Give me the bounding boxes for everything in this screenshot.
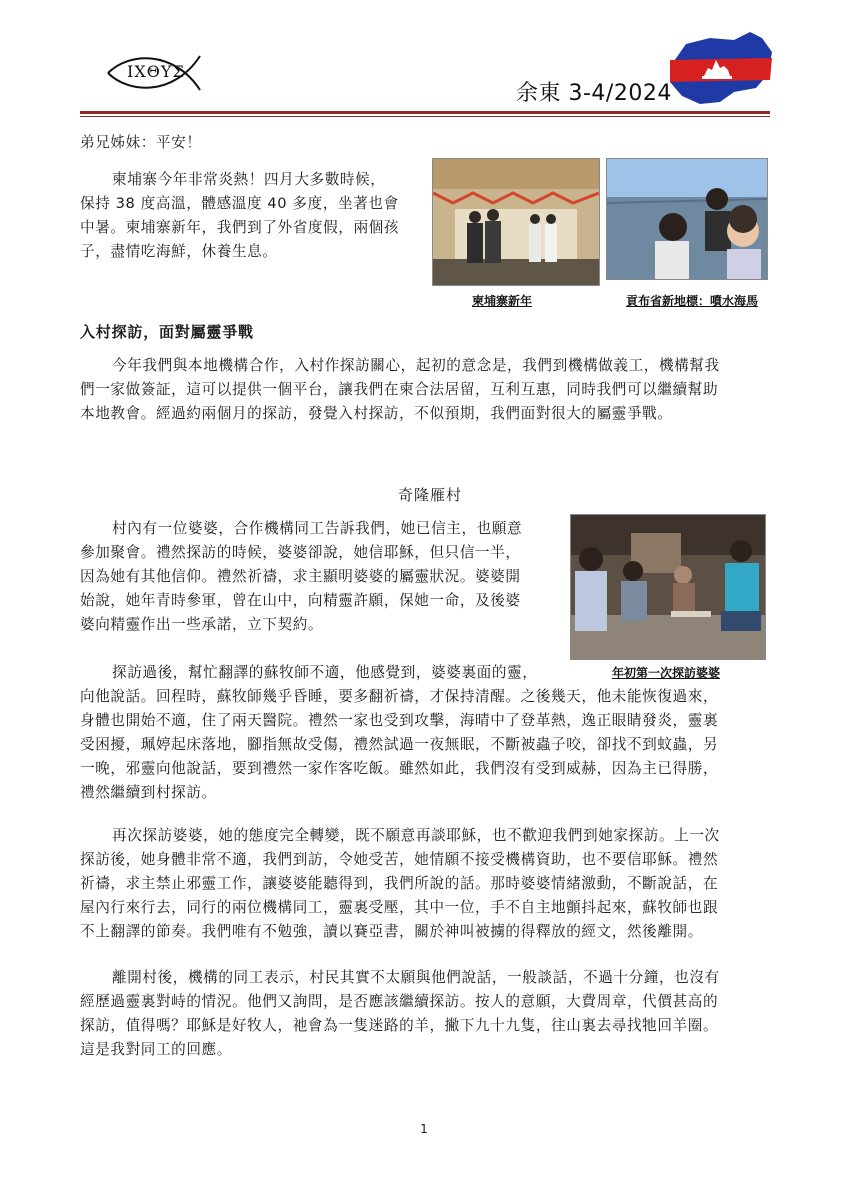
village-line: 一晚，邪靈向他說話，要到禮然一家作客吃飯。雖然如此，我們沒有受到威赫，因為主已得勝， bbox=[80, 760, 719, 777]
greeting: 弟兄姊妹：平安！ bbox=[80, 134, 202, 151]
village-paragraph-2 bbox=[80, 661, 770, 805]
visit-photo bbox=[570, 514, 766, 660]
village-line: 村內有一位婆婆，合作機構同工告訴我們，她已信主，也願意 bbox=[112, 520, 523, 537]
village-line: 再次探訪婆婆，她的態度完全轉變，既不願意再談耶穌，也不歡迎我們到她家探訪。上一次 bbox=[112, 827, 720, 844]
visit-photo-graphic bbox=[571, 515, 765, 659]
section1-paragraph bbox=[80, 354, 770, 426]
village-line: 祈禱，求主禁止邪靈工作，讓婆婆能聽得到，我們所說的話。那時婆婆情緒激動，不斷說話，在 bbox=[80, 875, 719, 892]
section-heading: 入村探訪，面對屬靈爭戰 bbox=[80, 323, 254, 341]
header-rule bbox=[80, 111, 770, 114]
new-year-photo-graphic bbox=[433, 159, 599, 285]
village-paragraph-3 bbox=[80, 824, 770, 944]
village-line: 這是我對同工的回應。 bbox=[80, 1041, 232, 1058]
village-line: 探訪後，她身體非常不適，我們到訪，令她受苦，她情願不接受機構資助，也不要信耶穌。禮然 bbox=[80, 851, 719, 868]
page-number: 1 bbox=[420, 1122, 428, 1136]
intro-line: 子，盡情吃海鮮，休養生息。 bbox=[80, 243, 278, 260]
village-line: 婆向精靈作出一些承諾，立下契約。 bbox=[80, 616, 324, 633]
seaside-photo bbox=[606, 158, 768, 280]
village-line: 受困擾，珮婷起床落地，腳指無故受傷，禮然試過一夜無眠，不斷被蟲子咬，卻找不到蚊蟲，另 bbox=[80, 736, 719, 753]
village-paragraph-4 bbox=[80, 966, 770, 1062]
visit-caption: 年初第一次探訪婆婆 bbox=[612, 666, 721, 680]
village-line: 屋內行來行去，同行的兩位機構同工，靈裏受壓，其中一位，手不自主地顫抖起來，蘇牧師也跟 bbox=[80, 899, 719, 916]
village-line: 離開村後，機構的同工表示，村民其實不太願與他們說話，一般談話，不過十分鐘，也沒有 bbox=[112, 969, 720, 986]
intro-line: 柬埔寨今年非常炎熱！四月大多數時候， bbox=[112, 171, 386, 188]
village-line: 參加聚會。禮然探訪的時候，婆婆卻說，她信耶穌，但只信一半， bbox=[80, 544, 521, 561]
village-line: 不上翻譯的節奏。我們唯有不勉強，讀以賽亞書，關於神叫被擄的得釋放的經文，然後離開。 bbox=[80, 923, 703, 940]
new-year-caption: 柬埔寨新年 bbox=[472, 294, 533, 308]
section1-line: 今年我們與本地機構合作，入村作探訪關心，起初的意念是，我們到機構做義工，機構幫我 bbox=[112, 357, 720, 374]
village-title: 奇隆雁村 bbox=[397, 486, 462, 504]
intro-paragraph bbox=[80, 168, 420, 264]
intro-line: 保持 38 度高溫，體感溫度 40 多度，坐著也會 bbox=[80, 195, 399, 212]
logo-text: ΙΧΘΥΣ bbox=[127, 62, 185, 81]
village-line: 向他說話。回程時，蘇牧師幾乎昏睡，要多翻祈禱，才保持清醒。之後幾天，他未能恢復過來， bbox=[80, 688, 719, 705]
village-paragraph-1 bbox=[80, 517, 560, 637]
cambodia-flag-map-icon bbox=[664, 30, 776, 106]
intro-line: 中暑。柬埔寨新年，我們到了外省度假，兩個孩 bbox=[80, 219, 400, 236]
village-line: 經歷過靈裏對峙的情況。他們又詢問，是否應該繼續探訪。按人的意願，大費周章，代價甚高的 bbox=[80, 993, 719, 1010]
seaside-photo-graphic bbox=[607, 159, 767, 279]
village-line: 禮然繼續到村探訪。 bbox=[80, 784, 217, 801]
issue-date: 余東 3-4/2024 bbox=[516, 81, 672, 106]
village-line: 探訪過後，幫忙翻譯的蘇牧師不適，他感覺到，婆婆裏面的靈， bbox=[112, 664, 538, 681]
village-line: 身體也開始不適，住了兩天醫院。禮然一家也受到攻擊，海晴中了登革熱，逸正眼睛發炎，靈裏 bbox=[80, 712, 719, 729]
header-rule-thin bbox=[80, 116, 770, 117]
section1-line: 本地教會。經過約兩個月的探訪，發覺入村探訪，不似預期，我們面對很大的屬靈爭戰。 bbox=[80, 405, 673, 422]
new-year-photo bbox=[432, 158, 600, 286]
village-line: 探訪，值得嗎？耶穌是好牧人，祂會為一隻迷路的羊，撇下九十九隻，往山裏去尋找牠回羊圈。 bbox=[80, 1017, 719, 1034]
village-line: 因為她有其他信仰。禮然祈禱，求主顯明婆婆的屬靈狀況。婆婆開 bbox=[80, 568, 521, 585]
seaside-caption: 貢布省新地標：噴水海馬 bbox=[626, 294, 759, 308]
section1-line: 們一家做簽証，這可以提供一個平台，讓我們在柬合法居留，互利互惠，同時我們可以繼續幫助 bbox=[80, 381, 719, 398]
village-line: 始說，她年青時參軍，曾在山中，向精靈許願，保她一命，及後婆 bbox=[80, 592, 521, 609]
